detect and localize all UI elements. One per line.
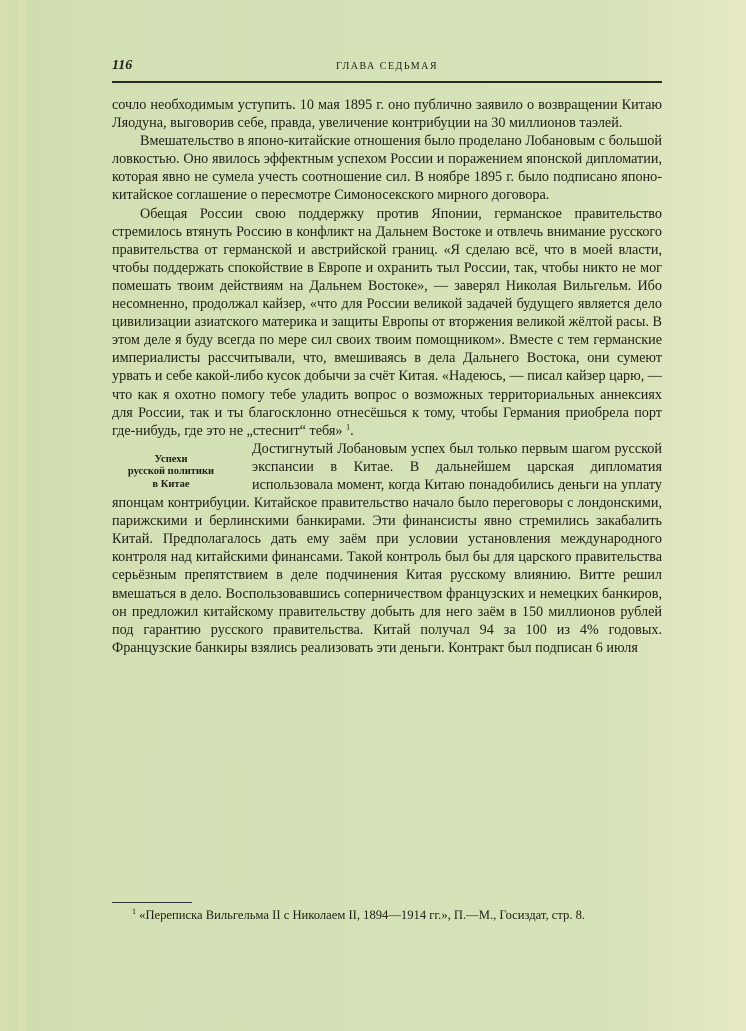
sidenote-line: в Китае	[152, 478, 190, 490]
margin-sidenote	[106, 454, 236, 492]
footnote	[112, 907, 662, 924]
paragraph: Обещая России свою поддержку против Японии, германское правительство стремилось втянуть Россию в конфликт на Дальнем Востоке и отвлечь внимание русского правительства от германской и австрийской границ. «Я сделаю всё, что в моей власти, чтобы поддержать спокойствие в Европе и охранить тыл России, так, чтобы никто не мог помешать твоим действиям на Дальнем Востоке», — заверял Николая Вильгельм. Ибо несомненно, продолжал кайзер, «что для России великой задачей будущего является дело цивилизации азиатского материка и защиты Европы от вторжения великой жёлтой расы. В этом деле я буду всегда по мере сил своих твоим помощником». Вместе с тем германские империалисты рассчитывали, что, вмешиваясь в дела Дальнего Востока, они сумеют урвать и себе какой-либо кусок добычи за счёт Китая. «Надеюсь, — писал кайзер царю, — что как я охотно помогу тебе уладить вопрос о возможных территориальных аннексиях для России, так и ты благосклонно отнесёшься к тому, чтобы Германия приобрела порт где-нибудь, где это не „стеснит“ тебя» $^1$.	[112, 205, 662, 439]
paragraph: Достигнутый Лобановым успех был только первым шагом русской экспансии в Китае. В дальнейшем царская дипломатия использовала момент, когда Китаю понадобились деньги на уплату японцам контрибуции. Китайское правительство начало было переговоры с лондонскими, парижскими и берлинскими банкирами. Эти финансисты явно стремились закабалить Китай. Предполагалось дать ему заём при условии установления международного контроля над китайскими финансами. Такой контроль был бы для царского правительства серьёзным препятствием в деле подчинения Китая русскому влиянию. Витте решил вмешаться в дело. Воспользовавшись соперничеством французских и немецких банкиров, он предложил китайскому правительству добыть для него заём в 150 миллионов рублей под гарантию русского правительства. Китай получал 94 за 100 из 4% годовых. Французские банкиры взялись реализовать эти деньги. Контракт был подписан 6 июля	[112, 440, 662, 656]
footnote-reference[interactable]: 1	[346, 421, 351, 431]
book-spine-shadow	[18, 0, 26, 1031]
page-body	[112, 96, 662, 657]
sidenote-line: русской политики	[127, 466, 215, 478]
header-rule	[112, 81, 662, 83]
footnote-marker: 1	[132, 906, 136, 916]
footnote-rule	[112, 902, 192, 903]
paragraph: сочло необходимым уступить. 10 мая 1895 г. оно публично заявило о возвращении Китаю Ляодуна, выговорив себе, правда, увеличение контрибуции на 30 миллионов таэлей.	[112, 97, 662, 132]
sidenote-line: Успехи	[154, 453, 188, 465]
page-number: 116	[112, 58, 133, 73]
paragraph: Вмешательство в японо-китайские отношения было проделано Лобановым с большой ловкостью. Оно явилось эффектным успехом России и поражением японской дипломатии, которая явно не сумела учесть соотношение сил. В ноябре 1895 г. было подписано японо-китайское соглашение о пересмотре Симоносекского мирного договора.	[112, 133, 662, 204]
page-header	[112, 58, 662, 78]
paragraph-text: Обещая России свою поддержку против Японии, германское правительство стремилось втянуть Россию в конфликт на Дальнем Востоке и отвлечь внимание русского правительства от германской и австрийской границ. «Я сделаю всё, что в моей власти, чтобы поддержать спокойствие в Европе и охранить тыл России, так, чтобы никто не мог помешать твоим действиям на Дальнем Востоке», — заверял Николая Вильгельм. Ибо несомненно, продолжал кайзер, «что для России великой задачей будущего является дело цивилизации азиатского материка и защиты Европы от вторжения великой жёлтой расы. В этом деле я буду всегда по мере сил своих твоим помощником». Вместе с тем германские империалисты рассчитывали, что, вмешиваясь в дела Дальнего Востока, они сумеют урвать и себе какой-либо кусок добычи за счёт Китая. «Надеюсь, — писал кайзер царю, — что как я охотно помогу тебе уладить вопрос о возможных территориальных аннексиях для России, так и ты благосклонно отнесёшься к тому, чтобы Германия приобрела порт где-нибудь, где это не „стеснит“ тебя»	[112, 205, 662, 439]
sidenote-section	[112, 440, 662, 657]
running-title: ГЛАВА СЕДЬМАЯ	[335, 61, 439, 72]
footnote-text: «Переписка Вильгельма II с Николаем II, 1894—1914 гг.», П.—М., Госиздат, стр. 8.	[139, 908, 586, 922]
